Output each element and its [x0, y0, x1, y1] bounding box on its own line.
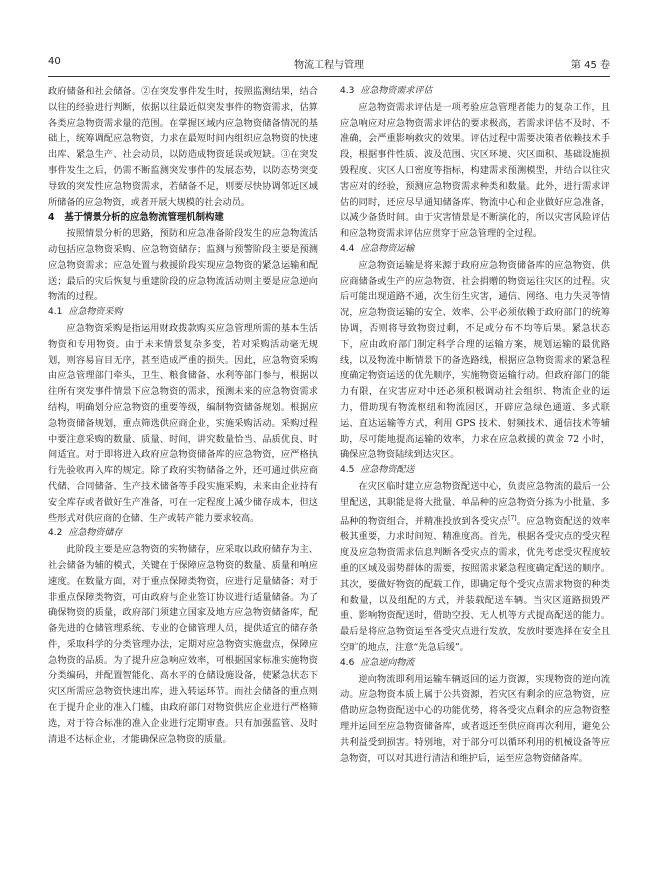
paragraph: 政府储备和社会储备。②在突发事件发生时，按照监测结果，结合以往的经验进行判断，依据以往最近似突发事件的物资需求，估算各类应急物资需求量的范围。在掌握区域内应急物资储备情况的基础上，统筹调配应急物资，力求在最短时间内组织应急物资的快速出库、紧急生产、社会动员，以防造成物资延误或短缺。③在突发事件发生之后，仍需不断监测突发事件的发展态势，以防态势突变导致的突发性应急物资需求，若储备不足，则要尽快协调邻近区域所储备的应急物资，或者开展大规模的社会动员。: [48, 86, 318, 208]
paragraph: [340, 479, 610, 656]
subsection-title: 应急物资运输: [360, 243, 415, 254]
volume-label: 第 45 卷: [570, 60, 610, 71]
paragraph: 应急物资采购是指运用财政拨款购买应急管理所需的基本生活物资和专用物资。由于未来情景复杂多变，若对采购活动毫无规划，则容易盲目无序，甚至造成严重的损失。因此，应急物资采购由应急管理部门牵头，卫生、粮食储备、水利等部门参与，根据以往所有突发事件情景下应急物资的需求，预测未来的应急物资需求结构，明确划分应急物资的重要等级，编制物资储备规划。根据应急物资储备规划，重点筛选供应商企业，实施采购活动。采购过程中要注意采购的数量、质量、时间，讲究数量恰当、品质优良、时间适宜。对于即将进入政府应急物资储备库的应急物资，应严格执行先验收再入库的规定。除了政府实物储备之外，还可通过供应商代储、合同储备、生产技术储备等手段实施采购，未来由企业持有安全库存或者做好生产准备，可在一定程度上减少储存成本，但这些形式对供应商的仓储、生产或转产能力要求较高。: [48, 322, 318, 524]
subsection-title: 应急物资储存: [68, 528, 123, 539]
subsection-title: 应急物资配送: [360, 465, 415, 476]
left-column: [48, 84, 318, 884]
paragraph: 应急物资需求评估是一项考验应急管理者能力的复杂工作，且应急响应对应急物资需求评估的要求极高，若需求评估不及时、不准确，会严重影响救灾的效果。评估过程中需要决策者依赖技术手段，根据事件性质、波及范围、灾区环境、灾区面积、基础设施损毁程度、灾区人口密度等指标，构建需求预测模型，并结合以往灾害应对的经验，预测应急物资需求种类和数量。此外，进行需求评估的同时，还应尽早通知储备库、物流中心和企业做好应急准备，以减少备货时间。由于灾害情景是不断演化的，所以灾害风险评估和应急物资需求评估应贯穿于应急管理的全过程。: [340, 101, 610, 240]
subsection-heading-4-3: [340, 84, 610, 100]
subsection-number: 4.1: [48, 307, 63, 318]
paragraph-text: 在灾区临时建立应急物资配送中心，负责应急物流的最后一公里配送，其职能是将大批量、单品种的应急物资分拣为小批量、多品种的物资组合，并精准投放到各受灾点: [340, 480, 610, 527]
subsection-number: 4.5: [340, 465, 355, 476]
journal-title: 物流工程与管理: [294, 60, 364, 71]
running-header: [48, 56, 610, 72]
subsection-heading-4-2: [48, 526, 318, 542]
subsection-number: 4.6: [340, 657, 355, 668]
page-number: 40: [48, 56, 61, 67]
paragraph: 逆向物流即利用运输车辆返回的运力资源，实现物资的逆向流动。应急物资本质上属于公共资源，若灾区有剩余的应急物资，应借助应急物资配送中心的功能优势，将各受灾点剩余的应急物资整理并运回至应急物资储备库，或者返还至供应商再次利用，避免公共利益受到损害。特别地，对于部分可以循环利用的机械设备等应急物资，可以对其进行清洁和维护后，运至应急物资储备库。: [340, 673, 610, 764]
paragraph: 按照情景分析的思路，预防和应急准备阶段发生的应急物流活动包括应急物资采购、应急物资储存；监测与预警阶段主要是预测应急物资需求；应急处置与救援阶段实现应急物资的紧急运输和配送；最后的灾后恢复与重建阶段的应急物流活动则主要是应急逆向物流的过程。: [48, 228, 318, 303]
subsection-number: 4.3: [340, 86, 355, 96]
paragraph: 应急物资运输是将来源于政府应急物资储备库的应急物资、供应商储备或生产的应急物资、社会捐赠的物资运往灾区的过程。灾后可能出现道路不通，次生衍生灾害，通信、网络、电力失灵等情况，应急物资运输的安全、效率、公平必须依赖于政府部门的统筹协调，否则将导致物资过剩，不足或分布不均等后果。紧急状态下，应由政府部门制定科学合理的运输方案，规划运输的最优路线，以及物流中断情景下的备选路线，根据应急物资需求的紧急程度确定物资运送的优先顺序，实施物资运输行动。但政府部门的能力有限，在灾害应对中还必须积极调动社会组织、物流企业的运力，借助现有物流枢纽和物流园区，开辟应急绿色通道、多式联运、直达运输等方式，利用 GPS 技术、射频技术、通信技术等辅助，尽可能地提高运输的效率，力求在应急救援的黄金 72 小时，确保应急物资陆续到达灾区。: [340, 259, 610, 461]
subsection-number: 4.2: [48, 528, 63, 539]
subsection-heading-4-4: [340, 242, 610, 258]
subsection-heading-4-6: [340, 656, 610, 672]
citation-ref: [7]: [508, 514, 517, 522]
section-heading-4: [48, 210, 318, 226]
right-column: [340, 84, 610, 884]
paragraph-text: 。应急物资配送的效率极其重要，力求时间短、精准度高。首先，根据各受灾点的受灾程度及应急物资需求信息判断各受灾点的需求，优先考虑受灾程度较重的区域及弱势群体的需要，按照需求紧急程度确定配送的顺序。其次，要做好物资的配载工作，即确定每个受灾点需求物资的种类和数量，以及组配的方式，并装载配送车辆。当灾区道路损毁严重、影响物资配送时，借助空投、无人机等方式提高配送的能力。最后是将应急物资运至各受灾点进行发放，发放时要选择在安全且空旷的地点，注意“先急后缓”。: [340, 515, 610, 653]
header-rule: [48, 76, 610, 77]
subsection-title: 应急逆向物流: [360, 657, 415, 668]
subsection-number: 4.4: [340, 243, 355, 254]
section-number: 4: [48, 212, 55, 224]
subsection-title: 应急物资采购: [68, 307, 123, 318]
subsection-heading-4-1: [48, 305, 318, 321]
paragraph: 此阶段主要是应急物资的实物储存，应采取以政府储存为主、社会储备为辅的模式，关键在于保障应急物资的数量、质量和响应速度。在数量方面，对于重点保障类物资，应进行足量储备；对于非重点保障类物资，可由政府与企业签订协议进行适量储备。为了确保物资的质量，政府部门须建立国家及地方应急物资储备库，配备先进的仓储管理系统、专业的仓储管理人员，提供适宜的储存条件，采取科学的分类管理办法，定期对应急物资实施盘点，保障应急物资的品质。为了提升应急响应效率，可根据国家标准实施物资分类编码，并配置智能化、高水平的仓储设施设备，使紧急状态下灾区所需应急物资快速出库，进入转运环节。而社会储备的重点则在于提升企业的准入门槛，由政府部门对物资供应企业进行严格筛选，对于符合标准的准入企业进行定期审查。只有加强监管、及时清退不达标企业，才能确保应急物资的质量。: [48, 544, 318, 745]
subsection-heading-4-5: [340, 463, 610, 479]
section-title: 基于情景分析的应急物流管理机制构建: [64, 212, 224, 224]
subsection-title: 应急物资需求评估: [360, 86, 433, 96]
